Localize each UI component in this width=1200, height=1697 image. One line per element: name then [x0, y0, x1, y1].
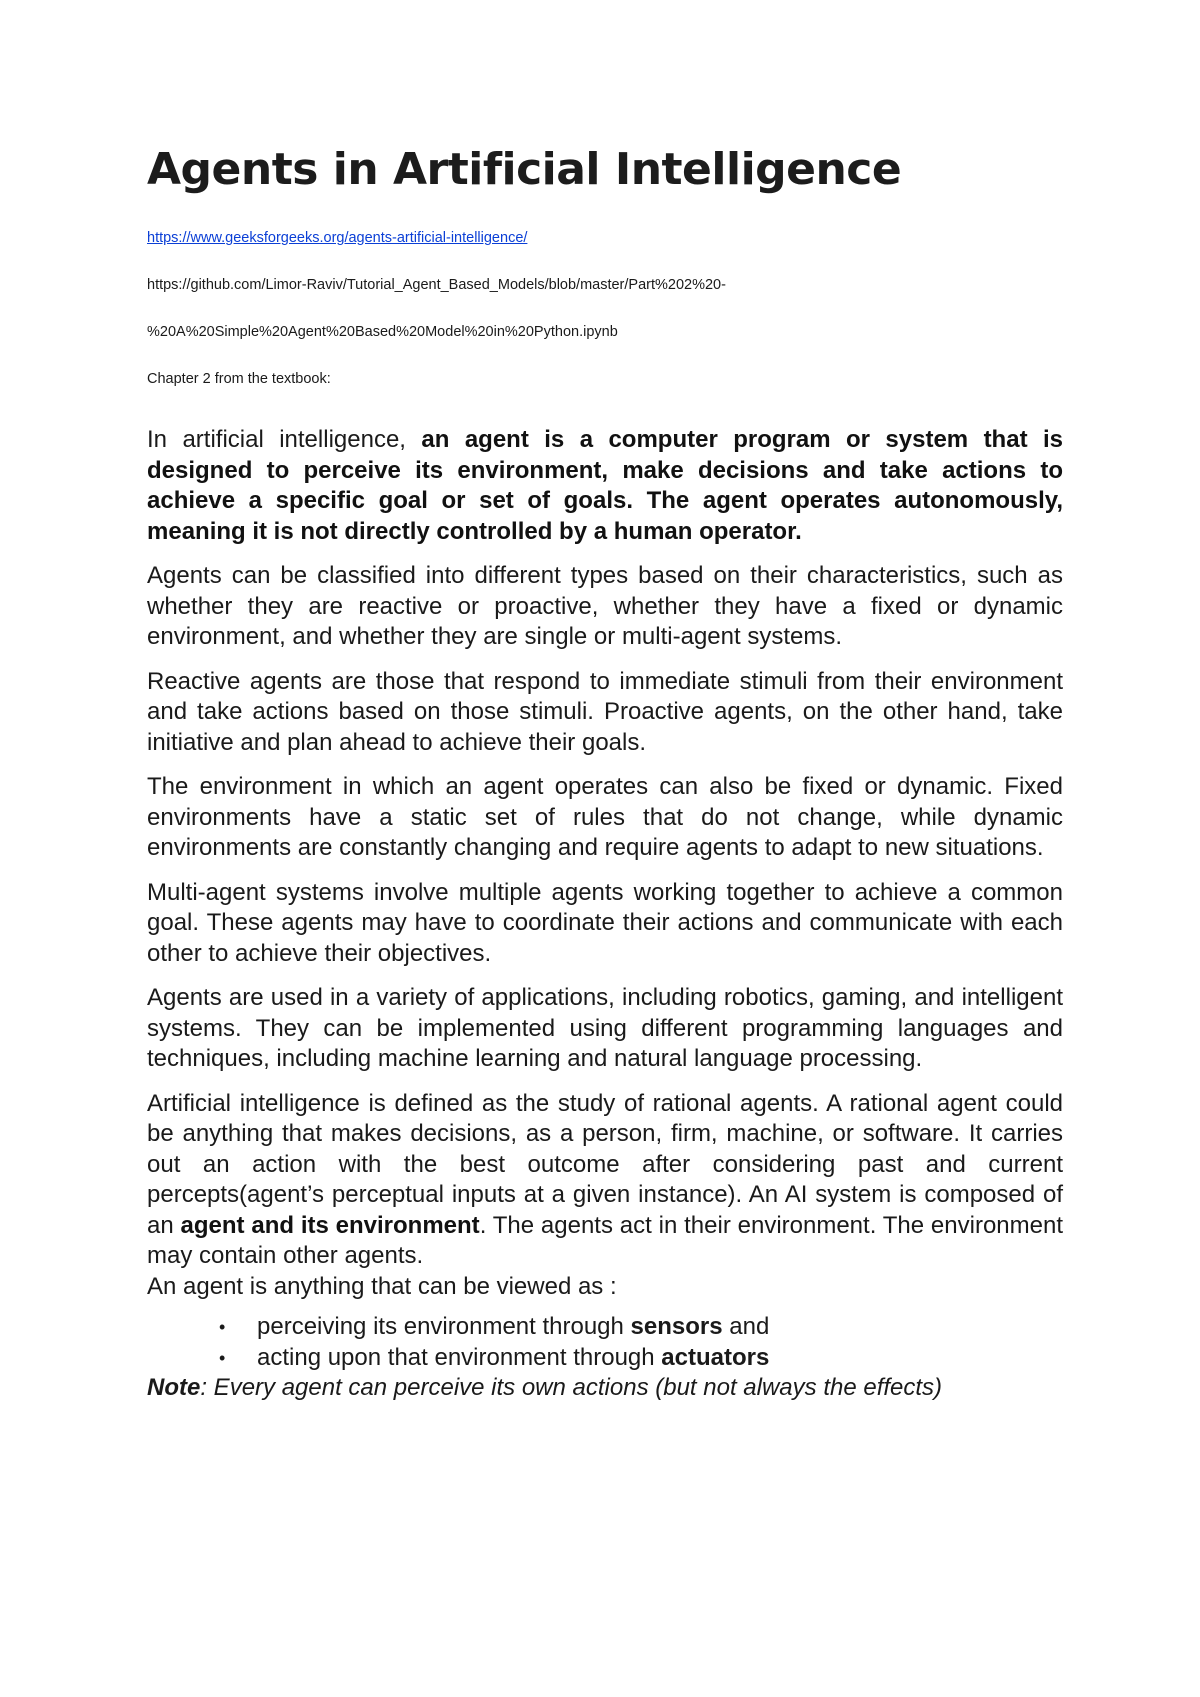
- paragraph-rational-agents: [147, 1089, 1063, 1272]
- note-line: [147, 1373, 1063, 1404]
- list-item-text: perceiving its environment through: [257, 1313, 631, 1340]
- page-title: Agents in Artificial Intelligence: [147, 144, 902, 195]
- chapter-reference: Chapter 2 from the textbook:: [147, 371, 331, 387]
- paragraph-agent-definition-lead: In artificial intelligence,: [147, 426, 422, 453]
- list-item-text: acting upon that environment through: [257, 1343, 662, 1371]
- paragraph-agent-types: Agents can be classified into different types based on their characteristics, such as whether they are reactive or proactive, whether they have a fixed or dynamic environment, and whether they are single or multi-agent systems.: [147, 562, 1063, 650]
- document-page: [147, 140, 1063, 1404]
- paragraph-agent-definition-bold: an agent is a computer program or system that is designed to perceive its environment, make decisions and take actions to achieve a specific goal or set of goals. The agent operates autonomously, meaning it is not directly controlled by a human operator.: [147, 426, 1063, 545]
- list-item-bold: sensors: [630, 1313, 723, 1340]
- paragraph-rational-agents-part1: Artificial intelligence is defined as the study of rational agents. A rational agent could be anything that makes decisions, as a person, firm, machine, or software. It carries out an action with the best outcome after considering past and current percepts(agent’s perceptual inputs at a given instance). An AI system is composed of an: [147, 1089, 1063, 1239]
- note-label: Note: [147, 1374, 201, 1401]
- paragraph-agent-viewed-as: An agent is anything that can be viewed as :: [147, 1272, 617, 1300]
- paragraph-rational-agents-bold: agent and its environment: [180, 1211, 480, 1239]
- agent-bullet-list: [147, 1312, 1063, 1373]
- bullet-icon: •: [219, 1347, 226, 1368]
- paragraph-rational-agents-part2: . The agents act in their environment. The environment may contain other agents.: [147, 1211, 1063, 1269]
- github-link-line-2: %20A%20Simple%20Agent%20Based%20Model%20in%20Python.ipynb: [147, 324, 618, 340]
- note-text: : Every agent can perceive its own actions (but not always the effects): [200, 1374, 943, 1401]
- list-item-bold: actuators: [661, 1343, 770, 1371]
- paragraph-applications: Agents are used in a variety of applications, including robotics, gaming, and intelligent systems. They can be implemented using different programming languages and techniques, including machine learning and natural language processing.: [147, 984, 1063, 1072]
- list-item-tail: and: [722, 1313, 770, 1340]
- geeksforgeeks-link[interactable]: https://www.geeksforgeeks.org/agents-artificial-intelligence/: [147, 230, 528, 246]
- bullet-icon: •: [219, 1317, 226, 1337]
- paragraph-reactive-proactive: Reactive agents are those that respond to immediate stimuli from their environment and take actions based on those stimuli. Proactive agents, on the other hand, take initiative and plan ahead to achieve their goals.: [147, 667, 1063, 756]
- list-item: [219, 1343, 1063, 1374]
- paragraph-agent-definition: [147, 425, 1063, 547]
- list-item: [219, 1312, 1063, 1343]
- github-link-line-1: https://github.com/Limor-Raviv/Tutorial_Agent_Based_Models/blob/master/Part%202%20-: [147, 277, 726, 293]
- paragraph-multi-agent: Multi-agent systems involve multiple agents working together to achieve a common goal. These agents may have to coordinate their actions and communicate with each other to achieve their objectives.: [147, 878, 1063, 967]
- paragraph-environment: The environment in which an agent operates can also be fixed or dynamic. Fixed environments have a static set of rules that do not change, while dynamic environments are constantly changing and require agents to adapt to new situations.: [147, 773, 1063, 861]
